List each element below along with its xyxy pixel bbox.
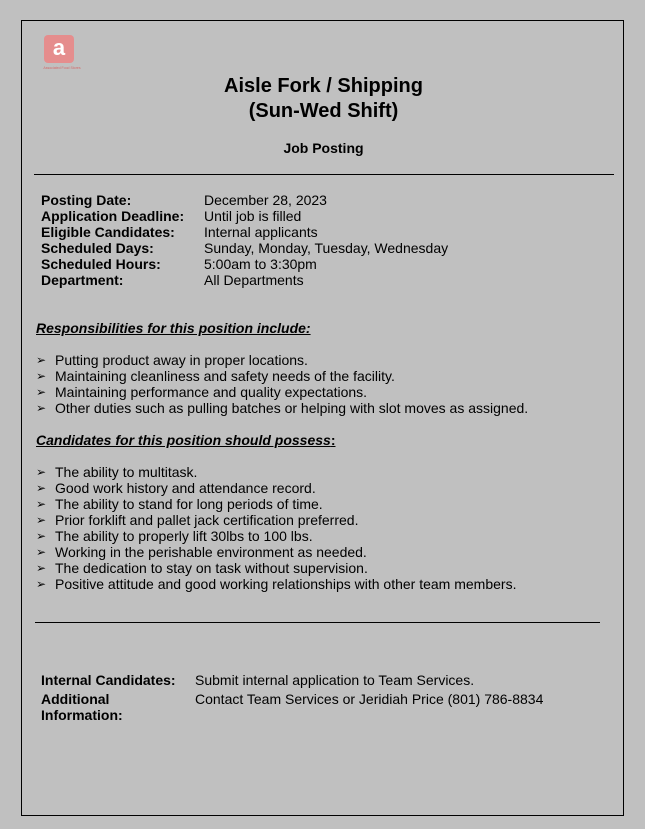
qualifications-heading-colon: : [330,432,336,448]
list-item [36,560,516,576]
qualifications-heading [36,432,336,448]
divider-top [34,174,614,175]
list-item-text: Prior forklift and pallet jack certification preferred. [55,512,359,528]
detail-value: Until job is filled [204,208,302,224]
responsibilities-list [36,352,528,416]
list-item-text: Good work history and attendance record. [55,480,316,496]
list-item-text: Positive attitude and good working relationships with other team members. [55,576,517,592]
bullet-arrow-icon: ➢ [36,481,47,495]
list-item [36,384,528,400]
detail-label: Eligible Candidates: [41,224,175,240]
logo-mark [44,35,74,63]
divider-bottom [35,622,600,623]
detail-label: Scheduled Hours: [41,256,161,272]
bullet-arrow-icon: ➢ [36,353,47,367]
detail-value: December 28, 2023 [204,192,327,208]
footer-row [41,672,601,691]
logo-letter: a [52,35,66,60]
list-item [36,528,516,544]
list-item [36,480,516,496]
bullet-arrow-icon: ➢ [36,561,47,575]
list-item-text: The dedication to stay on task without supervision. [55,560,368,576]
detail-value: Internal applicants [204,224,318,240]
bullet-arrow-icon: ➢ [36,465,47,479]
list-item-text: Other duties such as pulling batches or helping with slot moves as assigned. [55,400,529,416]
bullet-arrow-icon: ➢ [36,401,47,415]
list-item [36,544,516,560]
detail-label: Scheduled Days: [41,240,154,256]
list-item [36,352,528,368]
job-title: Aisle Fork / Shipping [224,75,423,97]
footer-row [41,691,601,725]
qualifications-list [36,464,516,592]
detail-label: Application Deadline: [41,208,185,224]
job-shift: (Sun-Wed Shift) [248,100,399,122]
list-item-text: Maintaining cleanliness and safety needs of the facility. [55,368,395,384]
list-item-text: Putting product away in proper locations. [55,352,308,368]
list-item [36,512,516,528]
detail-value: All Departments [204,272,304,288]
footer-label: Additional Information: [41,691,123,723]
detail-value: Sunday, Monday, Tuesday, Wednesday [204,240,449,256]
application-info [41,672,601,725]
detail-label: Department: [41,272,124,288]
list-item [36,496,516,512]
company-logo [36,35,88,75]
bullet-arrow-icon: ➢ [36,529,47,543]
bullet-arrow-icon: ➢ [36,369,47,383]
footer-value: Submit internal application to Team Services. [195,672,475,688]
responsibilities-heading: Responsibilities for this position include: [36,320,311,336]
list-item-text: Maintaining performance and quality expectations. [55,384,368,400]
list-item-text: The ability to multitask. [55,464,198,480]
list-item [36,464,516,480]
list-item [36,368,528,384]
document-type: Job Posting [283,140,364,156]
list-item-text: The ability to stand for long periods of time. [55,496,323,512]
logo-tagline: Associated Food Stores [43,66,81,70]
list-item-text: The ability to properly lift 30lbs to 100 lbs. [55,528,313,544]
bullet-arrow-icon: ➢ [36,513,47,527]
detail-value: 5:00am to 3:30pm [204,256,317,272]
bullet-arrow-icon: ➢ [36,497,47,511]
footer-label: Internal Candidates: [41,672,176,688]
list-item [36,576,516,592]
bullet-arrow-icon: ➢ [36,385,47,399]
qualifications-heading-text: Candidates for this position should possess [36,432,331,448]
list-item [36,400,528,416]
bullet-arrow-icon: ➢ [36,577,47,591]
list-item-text: Working in the perishable environment as needed. [55,544,367,560]
job-posting-page [21,20,624,816]
detail-label: Posting Date: [41,192,132,208]
bullet-arrow-icon: ➢ [36,545,47,559]
footer-value: Contact Team Services or Jeridiah Price (801) 786-8834 [195,691,544,707]
